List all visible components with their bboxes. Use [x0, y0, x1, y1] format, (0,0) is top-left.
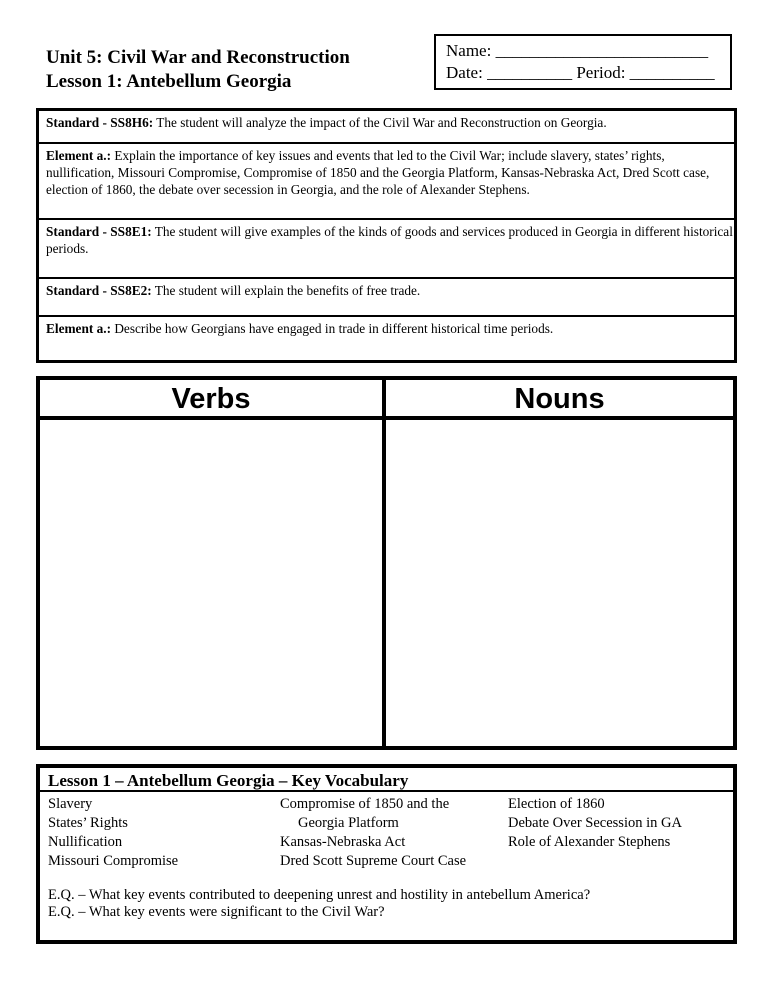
- essential-questions: [48, 887, 590, 921]
- verbs-header: Verbs: [40, 380, 382, 420]
- standard-row: [39, 279, 734, 317]
- standard-row: [39, 317, 734, 357]
- vocab-term: Debate Over Secession in GA: [508, 815, 682, 831]
- name-line[interactable]: Name: _________________________: [446, 41, 709, 60]
- verbs-nouns-table: [36, 376, 737, 750]
- vocab-column-1: [48, 795, 178, 871]
- vocab-term: Slavery: [48, 796, 93, 812]
- vocab-term: Compromise of 1850 and the: [280, 796, 450, 812]
- standard-row: [39, 220, 734, 279]
- standard-text: Explain the importance of key issues and events that led to the Civil War; include slavery, states’ rights, nullification, Missouri Compromise, Compromise of 1850 and the Georgia Platform, Kansas-Nebraska Act, Dred Scott case, election of 1860, the debate over secession in Georgia, and the role of Alexander Stephens.: [46, 148, 710, 197]
- standards-box: [36, 108, 737, 363]
- nouns-answer-area[interactable]: [386, 420, 733, 746]
- standard-label: Element a.:: [46, 321, 111, 336]
- name-date-box: [434, 34, 732, 90]
- date-period-line[interactable]: Date: __________ Period: __________: [446, 63, 715, 82]
- verbs-answer-area[interactable]: [40, 420, 382, 746]
- vocab-column-2: [280, 795, 466, 871]
- standard-label: Element a.:: [46, 148, 111, 163]
- standard-text: The student will analyze the impact of the Civil War and Reconstruction on Georgia.: [153, 115, 607, 130]
- standard-label: Standard - SS8E2:: [46, 283, 152, 298]
- standard-label: Standard - SS8H6:: [46, 115, 154, 130]
- standard-text: The student will explain the benefits of free trade.: [151, 283, 421, 298]
- vocabulary-heading: Lesson 1 – Antebellum Georgia – Key Vocabulary: [40, 768, 733, 792]
- standard-row: [39, 144, 734, 220]
- essential-question: E.Q. – What key events contributed to deepening unrest and hostility in antebellum America?: [48, 887, 591, 903]
- vocab-term: Kansas-Nebraska Act: [280, 834, 406, 850]
- vocab-term: Georgia Platform: [298, 815, 399, 831]
- vocab-term: Role of Alexander Stephens: [508, 834, 671, 850]
- vocab-term: Dred Scott Supreme Court Case: [280, 853, 467, 869]
- vocabulary-box: [36, 764, 737, 944]
- vocab-term: Nullification: [48, 834, 123, 850]
- standard-text: The student will give examples of the kinds of goods and services produced in Georgia in different historical periods.: [46, 224, 733, 256]
- standard-row: [39, 111, 734, 144]
- worksheet-title: [46, 46, 350, 94]
- vocab-column-3: [508, 795, 682, 852]
- vocab-term: States’ Rights: [48, 815, 128, 831]
- nouns-header: Nouns: [386, 380, 733, 420]
- vocab-term: Missouri Compromise: [48, 853, 179, 869]
- standard-label: Standard - SS8E1:: [46, 224, 152, 239]
- vocab-term: Election of 1860: [508, 796, 605, 812]
- standard-text: Describe how Georgians have engaged in trade in different historical time periods.: [111, 321, 554, 336]
- essential-question: E.Q. – What key events were significant to the Civil War?: [48, 904, 385, 920]
- lesson-title: Lesson 1: Antebellum Georgia: [46, 71, 292, 92]
- unit-title: Unit 5: Civil War and Reconstruction: [46, 47, 350, 68]
